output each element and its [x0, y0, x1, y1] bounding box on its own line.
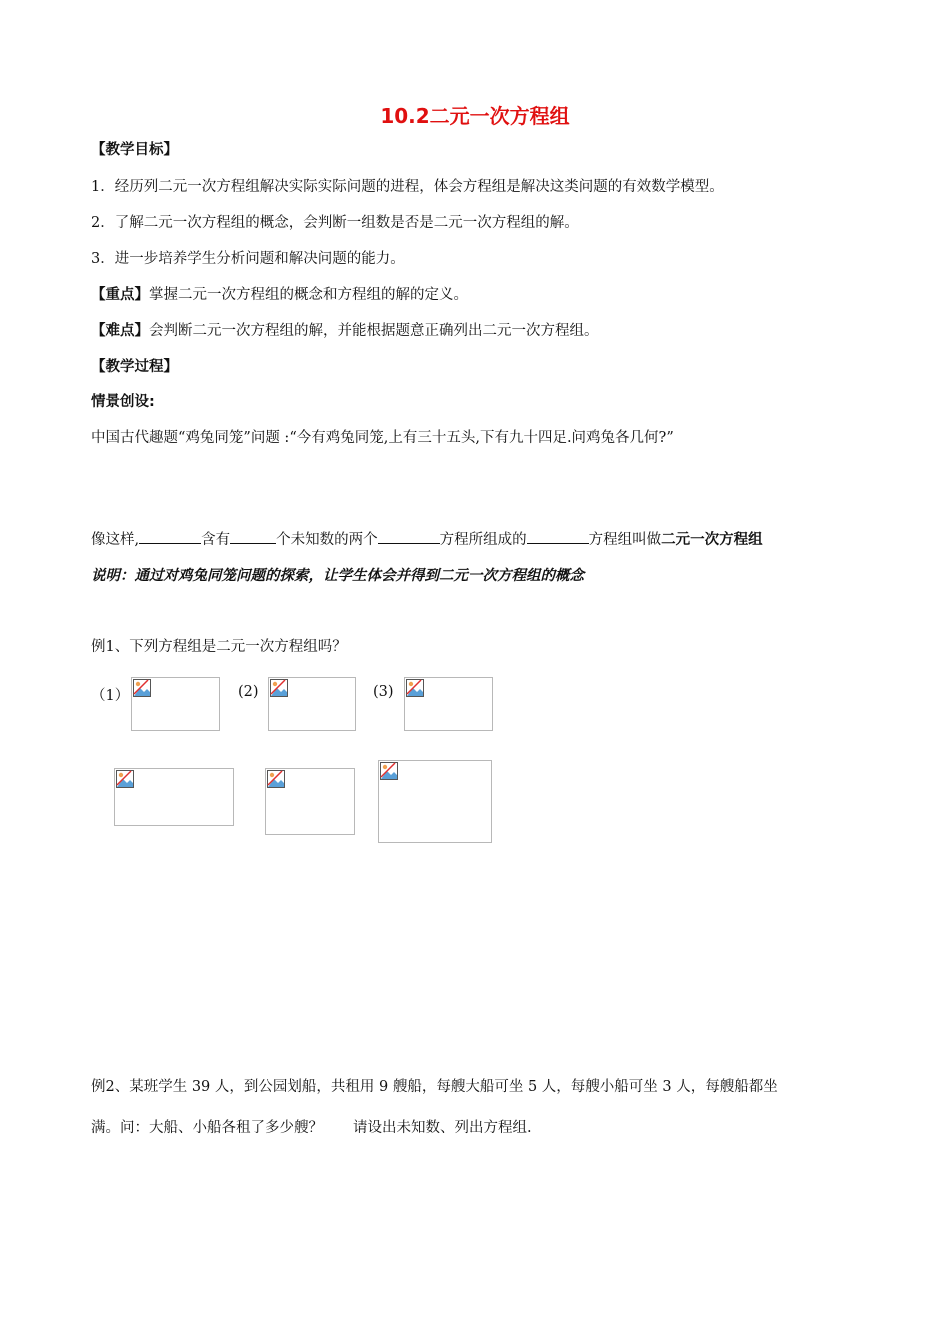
example-2-line-2 [91, 1116, 532, 1137]
equation-image-4 [114, 768, 234, 826]
objective-item-3: 3．进一步培养学生分析问题和解决问题的能力。 [91, 251, 405, 267]
broken-image-icon [270, 679, 288, 697]
broken-image-icon [267, 770, 285, 788]
difficulty [91, 319, 599, 340]
objectives-heading: 【教学目标】 [91, 142, 178, 158]
example-2-instruction: 请设出未知数、列出方程组. [353, 1120, 532, 1136]
example-1-label-1: （1） [91, 688, 130, 704]
equation-image-5 [265, 768, 355, 835]
key-point [91, 283, 468, 304]
broken-image-icon [116, 770, 134, 788]
example-1-label-3: (3) [373, 684, 394, 700]
broken-image-icon [406, 679, 424, 697]
equation-image-1 [131, 677, 220, 731]
difficulty-text: 会判断二元一次方程组的解，并能根据题意正确列出二元一次方程组。 [149, 323, 599, 339]
page-title: 10.2二元一次方程组 [380, 104, 570, 128]
equation-image-3 [404, 677, 493, 731]
example-1-text: 例1、下列方程组是二元一次方程组吗？ [91, 639, 347, 655]
example-2-question: 满。问：大船、小船各租了多少艘？ [91, 1120, 323, 1136]
example-2-line-1: 例2、某班学生 39 人，到公园划船，共租用 9 艘船，每艘大船可坐 5 人，每艘小船可坐 3 人，每艘船都坐 [91, 1079, 778, 1095]
fill-blank-1 [139, 529, 201, 544]
definition-part-4: 方程所组成的 [439, 532, 527, 548]
objective-item-2: 2．了解二元一次方程组的概念，会判断一组数是否是二元一次方程组的解。 [91, 215, 579, 231]
definition-sentence [91, 528, 763, 549]
example-1-label-2: (2) [238, 684, 259, 700]
scene-heading: 情景创设: [91, 394, 155, 410]
equation-image-2 [268, 677, 356, 731]
difficulty-label: 【难点】 [91, 323, 149, 339]
process-heading: 【教学过程】 [91, 359, 178, 375]
scene-text: 中国古代趣题“鸡兔同笼”问题 :“今有鸡兔同笼,上有三十五头,下有九十四足.问鸡兔各几何?” [91, 430, 674, 446]
key-point-label: 【重点】 [91, 287, 149, 303]
definition-part-2: 含有 [201, 532, 231, 548]
broken-image-icon [133, 679, 151, 697]
definition-part-3: 个未知数的两个 [276, 532, 378, 548]
definition-part-5: 方程组叫做 [588, 532, 662, 548]
definition-part-1: 像这样, [91, 532, 140, 548]
definition-term: 二元一次方程组 [661, 532, 763, 548]
broken-image-icon [380, 762, 398, 780]
equation-image-6 [378, 760, 492, 843]
teaching-note: 说明：通过对鸡兔同笼问题的探索，让学生体会并得到二元一次方程组的概念 [91, 568, 584, 584]
key-point-text: 掌握二元一次方程组的概念和方程组的解的定义。 [149, 287, 468, 303]
fill-blank-3 [378, 529, 440, 544]
objective-item-1: 1．经历列二元一次方程组解决实际实际问题的进程，体会方程组是解决这类问题的有效数学模型。 [91, 179, 724, 195]
fill-blank-4 [527, 529, 589, 544]
fill-blank-2 [230, 529, 276, 544]
